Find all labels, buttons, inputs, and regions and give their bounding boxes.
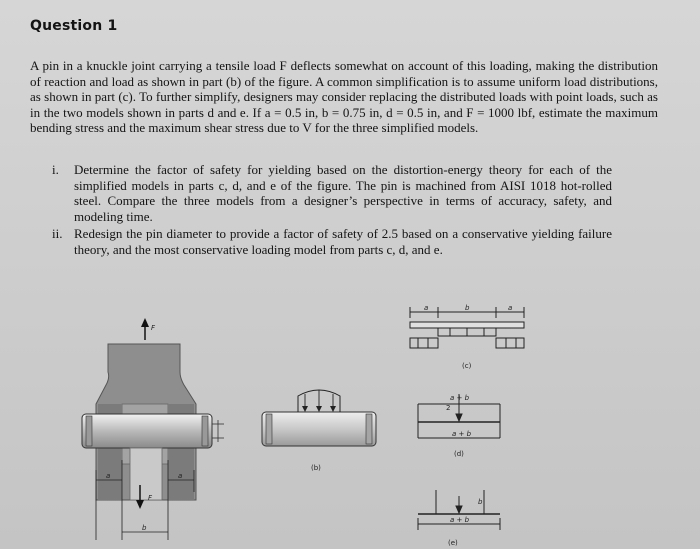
dim-b: b xyxy=(142,524,147,532)
e-dim-b: b xyxy=(478,498,483,506)
c-dim-b: b xyxy=(465,304,470,312)
figure-part-b xyxy=(262,390,376,472)
pin-model xyxy=(262,412,376,446)
figure-part-c xyxy=(410,307,524,348)
load-arrow-up xyxy=(141,318,149,340)
label-part-d: (d) xyxy=(454,450,464,458)
e-dim-a-plus-b: a + b xyxy=(450,516,470,524)
load-label: F xyxy=(151,324,156,332)
load-label-lower: F xyxy=(148,494,153,502)
question-heading: Question 1 xyxy=(30,18,118,34)
c-dim-a-left: a xyxy=(424,304,429,312)
part-text: Redesign the pin diameter to provide a factor of safety of 2.5 based on a conservative yielding failure theory, and the most conservative loading model from parts c, d, and e. xyxy=(74,226,612,257)
label-part-e: (e) xyxy=(448,539,458,547)
question-intro: A pin in a knuckle joint carrying a tensile load F deflects somewhat on account of this loading, making the distribution of reaction and load as shown in part (b) of the figure. A common simplification is to assume uniform load distributions, as shown in part (c). To further simplify, designers may consider replacing the distributed loads with point loads, such as in the two models shown in parts d and e. If a = 0.5 in, b = 0.75 in, d = 0.5 in, and F = 1000 lbf, estimate the maximum bending stress and the maximum shear stress due to V for the three simplified models. xyxy=(30,58,658,136)
d-dim-half: 2 xyxy=(446,404,451,412)
figure-part-a xyxy=(82,318,224,540)
part-number: ii. xyxy=(52,226,63,242)
part-number: i. xyxy=(52,162,59,177)
d-dim-a-plus-b-top: a + b xyxy=(450,394,470,402)
pin xyxy=(82,414,212,448)
dim-a-left: a xyxy=(106,472,111,480)
label-part-b: (b) xyxy=(311,464,321,472)
label-part-c: (c) xyxy=(462,362,472,370)
pin-head-left xyxy=(86,416,92,446)
d-dim-a-plus-b: a + b xyxy=(452,430,472,438)
c-dim-a-right: a xyxy=(508,304,513,312)
part-text: Determine the factor of safety for yielding based on the distortion-energy theory for each of the simplified models in parts c, d, and e of the figure. The pin is machined from AISI 1018 hot-rolled steel. Compare the three models from a designer’s perspective in terms of accuracy, safety, and modeling time. xyxy=(74,162,612,224)
pin-head-right xyxy=(202,416,208,446)
dim-a-right: a xyxy=(178,472,183,480)
figure-part-e xyxy=(418,490,500,530)
tongue xyxy=(130,448,162,500)
